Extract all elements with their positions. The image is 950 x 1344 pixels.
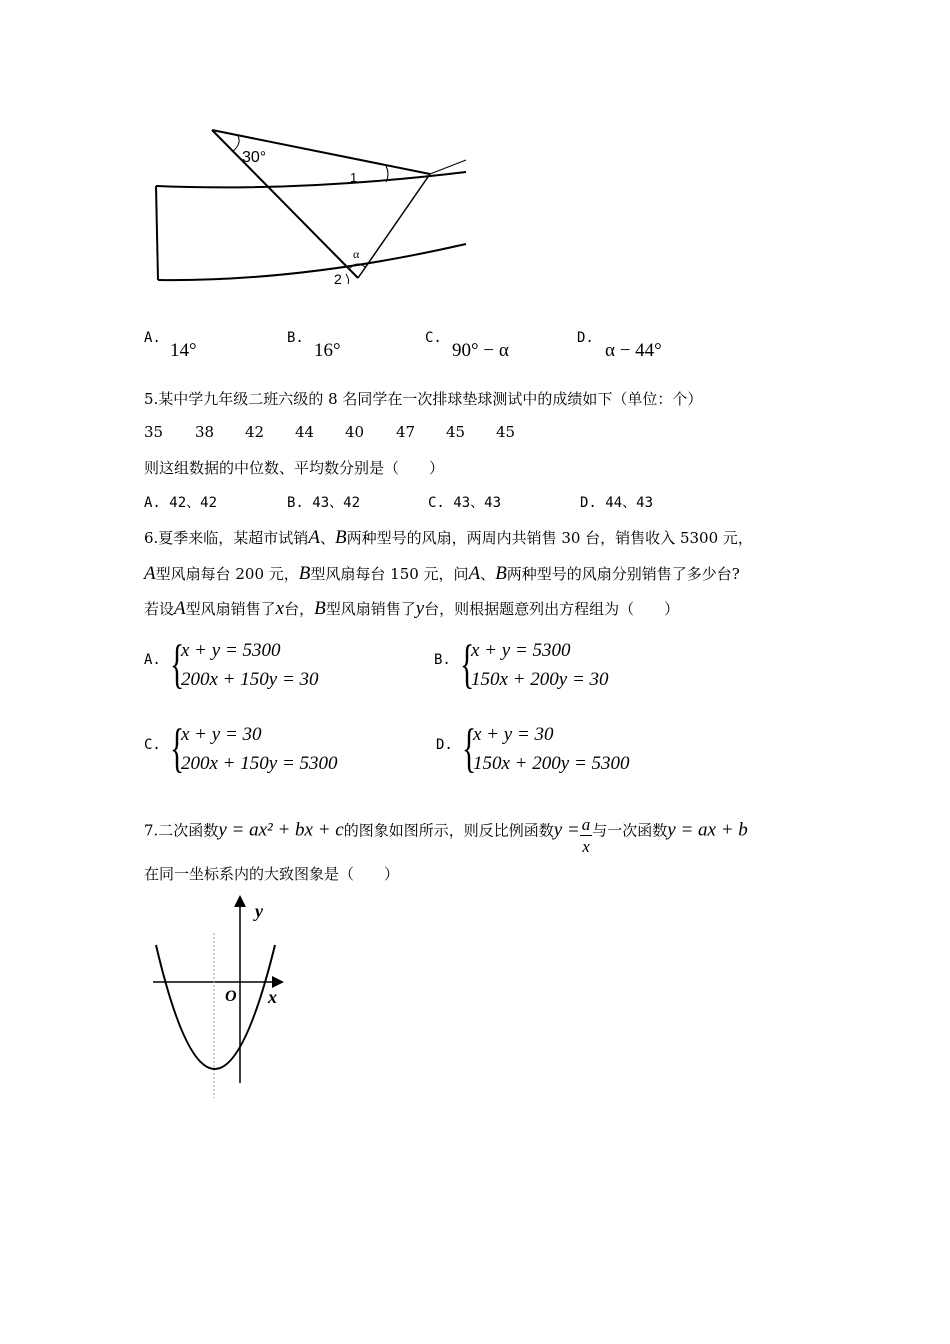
q5-option-d: D. 44、43 [580, 495, 654, 511]
angle-alpha-label: α [353, 247, 360, 261]
q7-line-1: 7.二次函数y = ax² + bx + c的图象如图所示，则反比例函数y = $\frac{a}{x}$ 与一次函数y = ax + b [144, 815, 748, 856]
q6-option-c-eq2: 200x + 150y = 5300 [181, 753, 338, 774]
q5-data-8: 45 [496, 423, 516, 441]
angle-2-label: 2 [334, 271, 342, 287]
angle-30-arc [232, 136, 239, 152]
q6-line-3: 若设A型风扇销售了x台，B型风扇销售了y台，则根据题意列出方程组为（ ） [144, 598, 680, 619]
q5-data-2: 38 [195, 423, 215, 441]
q5-data-6: 47 [396, 423, 416, 441]
triangle-short-side [358, 174, 430, 278]
q5-option-a: A. 42、42 [144, 495, 218, 511]
q6-option-c-label: C. [144, 737, 161, 753]
q6-option-c-eq1: x + y = 30 [181, 724, 262, 745]
q6-option-d-brace: { [462, 718, 477, 778]
triangle-hypotenuse [212, 130, 358, 278]
q6-option-c-brace: { [170, 718, 185, 778]
geometry-figure [150, 122, 480, 290]
band-top-arc [156, 172, 466, 187]
q7-line-2: 在同一坐标系内的大致图象是（ ） [144, 865, 400, 883]
q6-option-b-label: B. [434, 652, 451, 668]
q4-option-b-label: B. [287, 330, 304, 346]
q5-stem: 5.某中学九年级二班六级的 8 名同学在一次排球垫球测试中的成绩如下（单位：个） [144, 390, 703, 408]
q6-option-b-eq2: 150x + 200y = 30 [471, 669, 609, 690]
angle-30-label: 30° [242, 149, 267, 166]
band-bottom-arc [158, 244, 466, 280]
q5-question: 则这组数据的中位数、平均数分别是（ ） [144, 459, 445, 477]
parabola-graph [148, 893, 298, 1105]
q6-option-d-eq2: 150x + 200y = 5300 [473, 753, 630, 774]
q5-data-5: 40 [345, 423, 365, 441]
q5-data-7: 45 [446, 423, 466, 441]
q4-option-d-label: D. [577, 330, 594, 346]
q6-option-a-brace: { [170, 634, 185, 694]
q6-option-a-eq2: 200x + 150y = 30 [181, 669, 319, 690]
band-left-edge [156, 186, 158, 280]
y-axis-label: y [255, 901, 263, 921]
q4-option-d-value: α − 44° [605, 340, 662, 361]
q5-option-c: C. 43、43 [428, 495, 502, 511]
q5-option-b: B. 43、42 [287, 495, 361, 511]
parabola-curve [156, 945, 275, 1069]
q6-option-b-eq1: x + y = 5300 [471, 640, 571, 661]
q4-option-c-value: 90° − α [452, 340, 509, 361]
q6-option-b-brace: { [460, 634, 475, 694]
q6-option-d-eq1: x + y = 30 [473, 724, 554, 745]
q4-option-b-value: 16° [314, 340, 341, 361]
q6-option-a-eq1: x + y = 5300 [181, 640, 281, 661]
q6-option-d-label: D. [436, 737, 453, 753]
q4-option-a-label: A. [144, 330, 161, 346]
q5-data-4: 44 [295, 423, 315, 441]
x-axis-label: x [268, 987, 277, 1007]
origin-label: O [225, 988, 237, 1005]
q6-line-2: A型风扇每台 200 元，B型风扇每台 150 元，问A、B两种型号的风扇分别销售了多少台? [144, 563, 740, 584]
q5-data-3: 42 [245, 423, 265, 441]
q6-line-1: 6.夏季来临，某超市试销A、B两种型号的风扇，两周内共销售 30 台，销售收入 5300 元， [144, 527, 753, 548]
q4-option-c-label: C. [425, 330, 442, 346]
q6-option-a-label: A. [144, 652, 161, 668]
q5-data-1: 35 [144, 423, 164, 441]
q4-option-a-value: 14° [170, 340, 197, 361]
angle-2-arc [346, 274, 349, 284]
angle-1-label: 1 [350, 170, 358, 185]
